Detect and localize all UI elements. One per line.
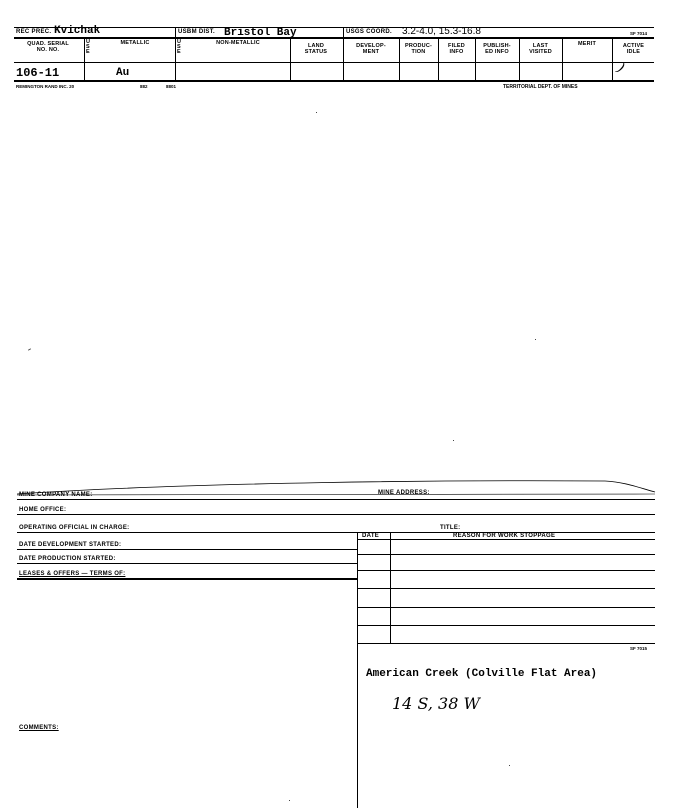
scan-speck xyxy=(316,112,317,113)
mine-address-label: MINE ADDRESS: xyxy=(378,490,430,496)
divider xyxy=(17,532,655,533)
active-idle-header: ACTIVE IDLE xyxy=(622,43,645,55)
rec-prec-value: Kvichak xyxy=(54,25,101,37)
printer-imprint: REMINGTON RAND INC. 20 xyxy=(16,84,75,89)
last-visited-header: LAST VISITED xyxy=(529,43,552,55)
location-typed: American Creek (Colville Flat Area) xyxy=(366,668,598,680)
divider xyxy=(14,37,654,39)
mine-company-name-label: MINE COMPANY NAME: xyxy=(19,492,93,498)
usgs-coord-value: 3.2-4.0, 15.3-16.8 xyxy=(402,26,481,37)
usbm-dist-label: USBM DIST. xyxy=(178,29,216,35)
scan-speck xyxy=(453,440,454,441)
divider xyxy=(17,578,357,580)
divider xyxy=(17,549,357,550)
use-metallic-header: U S E xyxy=(86,39,91,55)
divider xyxy=(343,27,344,80)
leases-label: LEASES & OFFERS — TERMS OF: xyxy=(19,571,126,577)
bottom-card xyxy=(0,470,678,808)
rec-prec-label: REC PREC. xyxy=(16,29,52,35)
merit-header: MERIT xyxy=(577,41,597,47)
divider xyxy=(175,27,176,80)
divider xyxy=(357,607,655,608)
use-nonmetallic-header: U S E xyxy=(177,39,182,55)
non-metallic-header: NON-METALLIC xyxy=(216,40,260,46)
comments-label: COMMENTS: xyxy=(19,725,59,731)
usgs-coord-label: USGS COORD. xyxy=(346,29,392,35)
divider xyxy=(357,625,655,626)
divider xyxy=(84,37,85,80)
divider xyxy=(357,539,655,540)
divider xyxy=(357,643,655,644)
location-handwritten: 14 S, 38 W xyxy=(392,694,480,713)
date-production-label: DATE PRODUCTION STARTED: xyxy=(19,556,116,562)
printer-code: 882 xyxy=(140,84,148,89)
date-development-label: DATE DEVELOPMENT STARTED: xyxy=(19,542,122,548)
divider xyxy=(14,27,654,28)
usbm-dist-value: Bristol Bay xyxy=(224,27,297,39)
quad-serial-header: QUAD. SERIAL NO. NO. xyxy=(27,41,69,53)
production-header: PRODUC- TION xyxy=(404,43,433,55)
published-info-header: PUBLISH- ED INFO xyxy=(483,43,511,55)
divider xyxy=(17,514,655,515)
active-idle-mark: ) xyxy=(614,59,628,77)
development-header: DEVELOP- MENT xyxy=(356,43,386,55)
divider xyxy=(290,37,291,80)
title-label: TITLE: xyxy=(440,525,461,531)
metallic-code-value: Au xyxy=(116,67,130,79)
metallic-header: METALLIC xyxy=(120,40,150,46)
top-card xyxy=(0,0,678,100)
land-status-header: LAND STATUS xyxy=(304,43,328,55)
divider xyxy=(357,532,358,808)
divider xyxy=(357,554,655,555)
printer-code: 8801 xyxy=(166,84,177,89)
divider xyxy=(390,532,391,643)
divider xyxy=(17,563,357,564)
divider xyxy=(17,499,655,500)
scan-speck xyxy=(28,348,31,350)
department-imprint: TERRITORIAL DEPT. OF MINES xyxy=(503,84,578,90)
card-top-edge xyxy=(0,470,678,500)
form-number: SF 7014 xyxy=(630,31,648,36)
divider xyxy=(14,62,654,63)
form-number: SF 7015 xyxy=(630,646,648,651)
divider xyxy=(14,80,654,82)
scan-speck xyxy=(535,339,536,340)
home-office-label: HOME OFFICE: xyxy=(19,507,67,513)
reason-column-label: REASON FOR WORK STOPPAGE xyxy=(453,533,556,539)
divider xyxy=(357,588,655,589)
operating-official-label: OPERATING OFFICIAL IN CHARGE: xyxy=(19,525,130,531)
quad-serial-value: 106-11 xyxy=(16,66,60,80)
date-column-label: DATE xyxy=(362,533,380,539)
divider xyxy=(357,570,655,571)
filed-info-header: FILED INFO xyxy=(448,43,465,55)
